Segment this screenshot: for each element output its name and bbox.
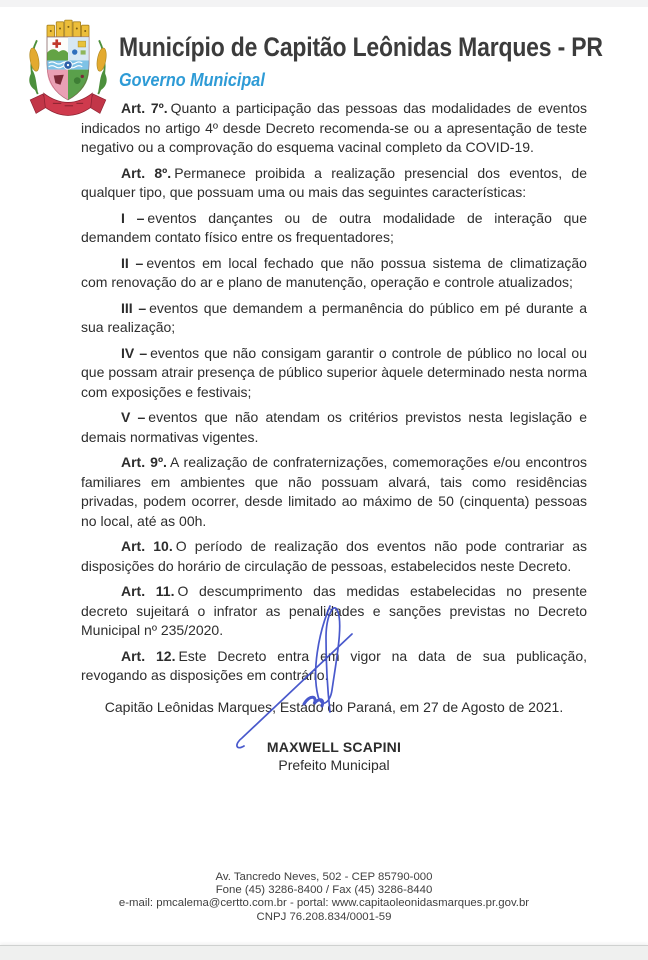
paragraph-text: O descumprimento das medidas estabelecidas no presente decreto sujeitará o infrator as penalidades e sanções previstas no Decreto Municipal nº 235/2020. [81,583,587,638]
item-number: III – [121,299,147,316]
article-number: Art. 11. [121,583,175,599]
article-number: Art. 12. [121,647,176,664]
article-number: Art. 8º. [121,164,172,181]
footer-cnpj: CNPJ 76.208.834/0001-59 [256,910,392,923]
paragraph-text: Quanto a participação das pessoas das modalidades de eventos indicados no artigo 4º desde Decreto recomenda-se ou a apresentação de teste negativo ou a comprovação do esquema vacinal completo da COVID-19. [81,100,587,155]
decree-paragraph-art8 [81,164,587,203]
item-number: II – [121,254,144,271]
article-number: Art. 10. [121,538,173,554]
signer-name: MAXWELL SCAPINI [266,739,402,755]
decree-item-3 [81,299,587,338]
page-bottom-edge [0,945,648,960]
paragraph-text: A realização de confraternizações, comemorações e/ou encontros familiares em ambientes que não possuam alvará, tais como residências privadas, podem ocorrer, desde limitado ao máximo de 50 (cinquenta) pessoas no local, até as 00h. [81,454,587,529]
item-number: IV – [121,344,148,361]
paragraph-text: eventos em local fechado que não possua sistema de climatização com renovação do ar e plano de manutenção, operação e controle atualizados; [81,254,587,290]
signer-title: Prefeito Municipal [278,757,390,773]
paragraph-text: Este Decreto entra em vigor na data de sua publicação, revogando as disposições em contrário. [81,647,587,683]
footer-address: Av. Tancredo Neves, 502 - CEP 85790-000 [215,871,433,883]
decree-paragraph-art10 [81,537,587,576]
letterhead-text [119,32,648,91]
item-number: I – [121,209,145,226]
footer-email-portal: e-mail: pmcalema@certto.com.br - portal: www.capitaoleonidasmarques.pr.gov.br [118,897,530,910]
handwritten-signature-icon [230,594,370,754]
paragraph-text: O período de realização dos eventos não pode contrariar as disposições do horário de circulação de pessoas, estabelecidos neste Decreto. [81,538,588,574]
decree-paragraph-art7 [81,99,587,158]
decree-item-4 [81,344,587,403]
paragraph-text: Permanece proibida a realização presencial dos eventos, de qualquer tipo, que possuam uma ou mais das seguintes características: [81,164,587,200]
decree-paragraph-art9 [81,453,587,531]
page-title: Município de Capitão Leônidas Marques - PR [119,32,603,62]
paragraph-text: eventos que não atendam os critérios previstos nesta legislação e demais normativas vigentes. [81,409,587,445]
decree-item-2 [81,254,587,293]
item-number: V – [121,409,146,425]
paragraph-text: eventos dançantes ou de outra modalidade de interação que demandem contato físico entre os frequentadores; [81,209,587,245]
page-top-edge [0,0,648,7]
decree-item-5 [81,408,587,447]
dateline: Capitão Leônidas Marques, Estado do Paraná, em 27 de Agosto de 2021. [104,698,564,715]
decree-item-1 [81,209,587,248]
letterhead-footer [0,871,648,924]
page-subtitle: Governo Municipal [119,70,265,90]
article-number: Art. 9º. [121,454,167,470]
article-number: Art. 7º. [121,100,168,116]
paragraph-text: eventos que não consigam garantir o controle de público no local ou que possam atrair presença de público superior àquele determinado nesta norma com exposições e festivais; [81,344,588,400]
paragraph-text: eventos que demandem a permanência do público em pé durante a sua realização; [81,299,587,335]
footer-phone: Fone (45) 3286-8400 / Fax (45) 3286-8440 [215,884,433,897]
